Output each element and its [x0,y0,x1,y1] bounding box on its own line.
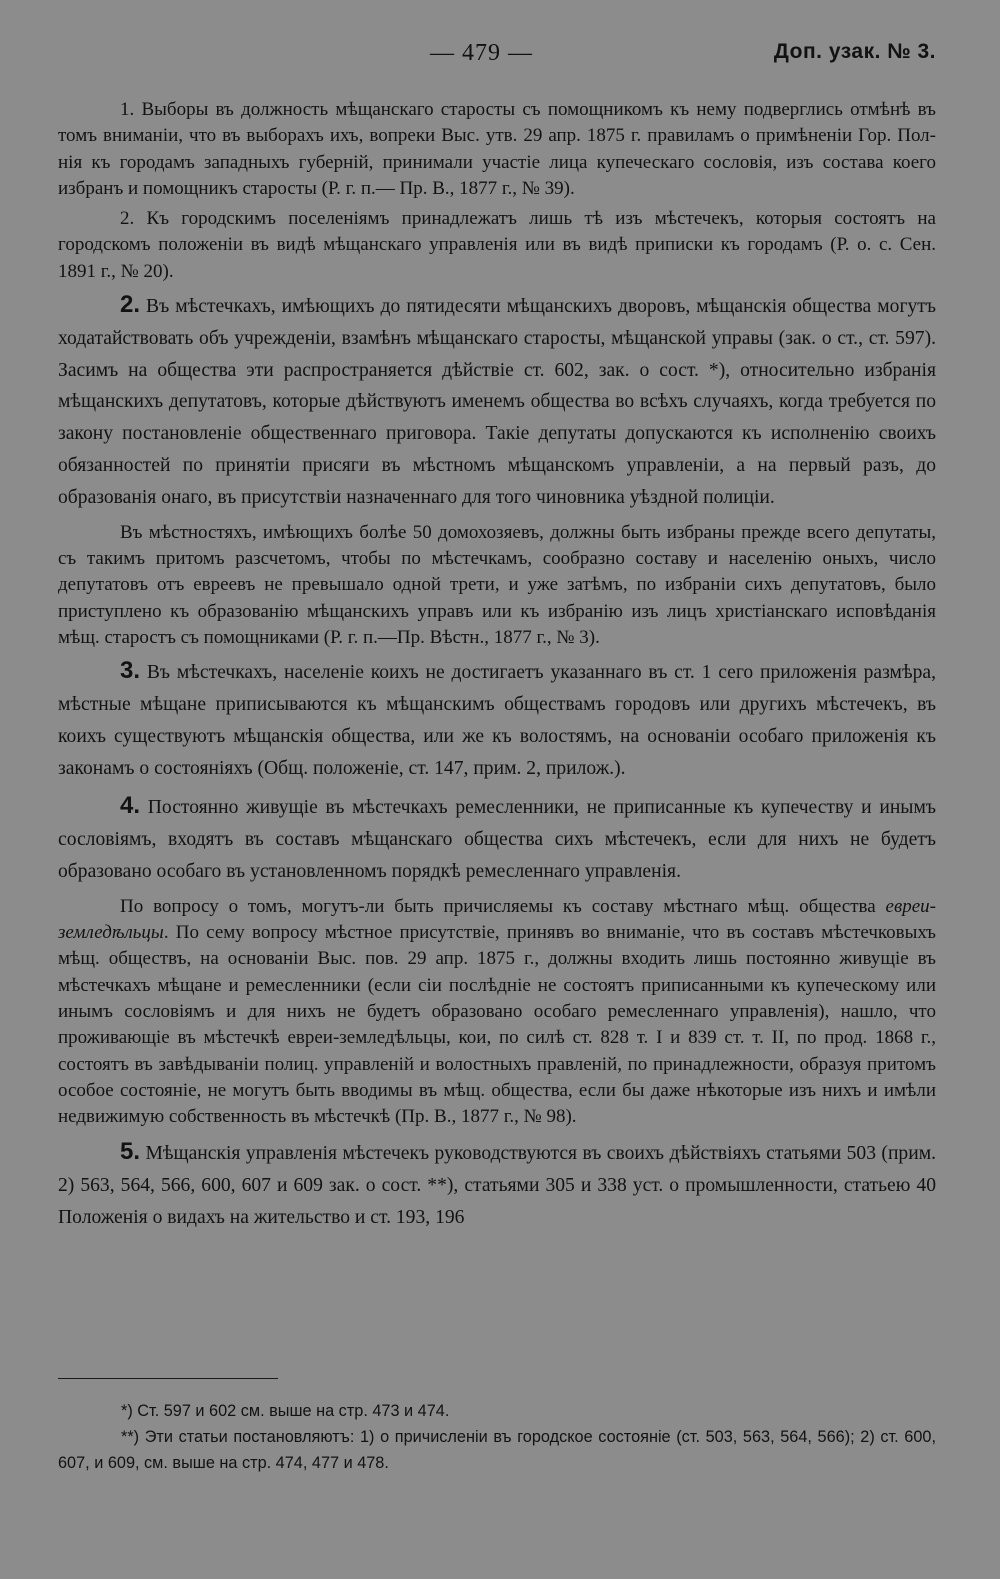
section-5 [58,1136,936,1233]
paragraph-italic-term: евреи-земледѣльцы [58,895,936,944]
paragraph-text: Въ мѣстностяхъ, имѣющихъ болѣе 50 домохозяевъ, должны быть избраны прежде всего депутаты, съ такимъ притомъ разсчетомъ, чтобы по мѣстечкамъ, сообразно составу и населенію оныхъ, число депутатовъ отъ евреевъ не превышало одной трети, и уже затѣмъ, по избраніи сихъ депутатовъ, было приступлено къ образованію мѣщанскихъ управъ или къ избранію изъ лицъ христіанскаго исповѣданія мѣщ. старостъ съ помощниками (Р. г. п.—Пр. Вѣстн., 1877 г., № 3). [58,521,936,648]
section-number: 4. [120,792,141,820]
footnotes [58,1398,936,1476]
paragraph-note-2 [58,206,936,285]
paragraph-text-after: . По сему вопросу мѣстное присутствіе, принявъ во вниманіе, что въ составъ мѣстечковыхъ мѣщ. обществъ, на основаніи Выс. пов. 29 апр. 1875 г., должны входить лишь постоянно живущіе въ мѣстечкахъ мѣщане и ремесленники (если сіи послѣдніе не состоятъ приписанными къ купеческому или инымъ сословіямъ и для нихъ не будетъ образовано особаго ремесленнаго управленія), нашло, что проживающіе въ мѣстечкѣ евреи-земледѣльцы, кои, по силѣ ст. 828 т. I и 839 ст. т. II, по прод. 1868 г., состоятъ въ завѣдываніи полиц. управленій и волостныхъ правленій, по принадлежности, образуя притомъ особое состояніе, не могутъ быть вводимы въ мѣщ. общества, если бы даже нѣкоторые изъ нихъ и имѣли недвижимую собственность въ мѣстечкѣ (Пр. В., 1877 г., № 98). [58,922,936,1128]
paragraph-text-before: По вопросу о томъ, могутъ-ли быть причисляемы къ составу мѣстнаго мѣщ. общества [120,895,886,917]
section-number: 3. [120,657,141,685]
footnote-2: **) Эти статьи постановляютъ: 1) о причисленіи въ городское состояніе (ст. 503, 563, 564, 566); 2) ст. 600, 607, и 609, см. выше на стр. 474, 477 и 478. [58,1428,936,1472]
paragraph-text: Мѣщанскія управленія мѣстечекъ руководствуются въ своихъ дѣйствіяхъ статьями 503 (прим. 2) 563, 564, 566, 600, 607 и 609 зак. о сост. **), статьями 305 и 338 уст. о промышленности, статьею 40 Положенія о видахъ на жительство и ст. 193, 196 [58,1143,937,1228]
footnote-1: *) Ст. 597 и 602 см. выше на стр. 473 и 474. [121,1402,450,1420]
footnote-separator [58,1378,278,1379]
header-reference: Доп. узак. № 3. [773,40,936,63]
section-number: 2. [120,291,141,319]
paragraph-text: Постоянно живущіе въ мѣстечкахъ ремесленники, не приписанные къ купечеству и инымъ сословіямъ, входятъ въ составъ мѣщанскаго общества сихъ мѣстечекъ, если для нихъ не будетъ образовано особаго въ установленномъ порядкѣ ремесленнаго управленія. [58,797,936,882]
page-number: — 479 — [430,40,533,66]
section-number: 5. [120,1138,141,1166]
paragraph-text: 1. Выборы въ должность мѣщанскаго старосты съ помощникомъ къ нему подверглись отмѣнѣ въ томъ вниманіи, что въ выборахъ ихъ, вопреки Выс. утв. 29 апр. 1875 г. правиламъ о примѣненіи Гор. Пол-нія къ городамъ западныхъ губерній, принимали участіе лица купеческаго сословія, изъ состава коего избранъ и помощникъ старосты (Р. г. п.— Пр. В., 1877 г., № 39). [58,99,936,199]
paragraph-text: Въ мѣстечкахъ, имѣющихъ до пятидесяти мѣщанскихъ дворовъ, мѣщанскія общества могутъ ходатайствовать объ учрежденіи, взамѣнъ мѣщанскаго старосты, мѣщанской управы (зак. о ст., ст. 597). Засимъ на общества эти распространяется дѣйствіе ст. 602, зак. о сост. *), относительно избранія мѣщанскихъ депутатовъ, которые дѣйствуютъ именемъ общества во всѣхъ случаяхъ, когда требуется по закону постановленіе общественнаго приговора. Такіе депутаты допускаются къ исполненію своихъ обязанностей по принятіи присяги въ мѣстномъ мѣщанскомъ управленіи, а на первый разъ, до образованія онаго, въ присутствіи назначеннаго для того чиновника уѣздной полиціи. [58,296,936,508]
paragraph-note-3 [58,520,936,651]
paragraph-text: Въ мѣстечкахъ, населеніе коихъ не достигаетъ указаннаго въ ст. 1 сего приложенія размѣра, мѣстные мѣщане приписываются къ мѣщанскимъ обществамъ городовъ или другихъ мѣстечекъ, въ коихъ существуютъ мѣщанскія общества, или же къ волостямъ, на основаніи особаго приложенія къ законамъ о состояніяхъ (Общ. положеніе, ст. 147, прим. 2, прилож.). [58,662,936,779]
paragraph-note-1 [58,97,936,202]
section-2 [58,289,936,514]
document-body [58,97,936,1234]
section-4 [58,790,936,887]
paragraph-text: 2. Къ городскимъ поселеніямъ принадлежатъ лишь тѣ изъ мѣстечекъ, которыя состоятъ на городскомъ положеніи въ видѣ мѣщанскаго управленія или въ видѣ приписки къ городамъ (Р. о. с. Сен. 1891 г., № 20). [58,208,936,282]
section-3 [58,655,936,784]
document-page [58,0,936,1579]
page-header [58,40,936,70]
paragraph-note-4 [58,894,936,1131]
